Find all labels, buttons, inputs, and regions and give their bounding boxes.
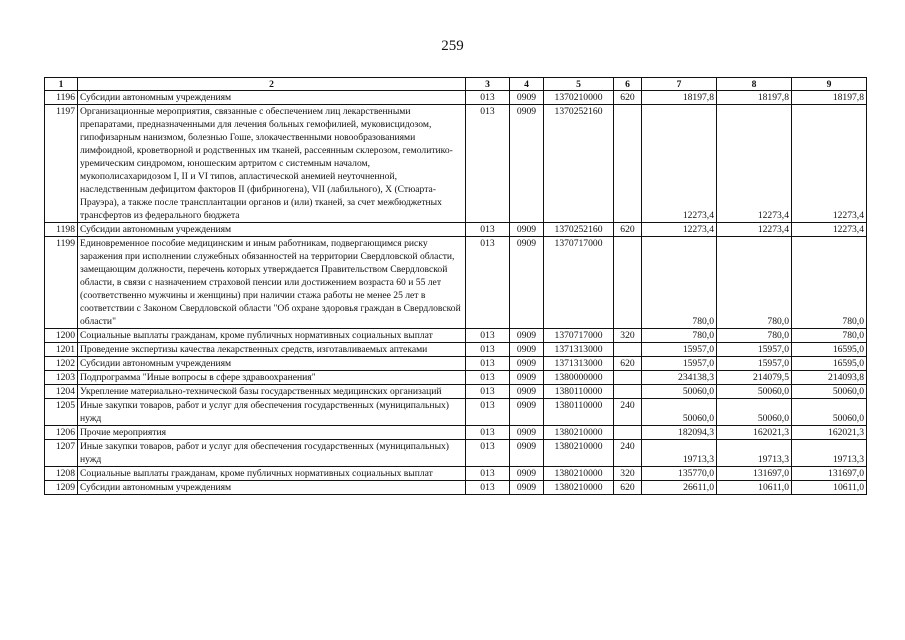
header-cell-8: 8 (717, 78, 792, 91)
amount-col-7: 12273,4 (642, 105, 717, 223)
row-name: Субсидии автономным учреждениям (78, 357, 466, 371)
row-name: Иные закупки товаров, работ и услуг для обеспечения государственных (муниципальных) нужд (78, 399, 466, 426)
target-code: 1370717000 (544, 329, 614, 343)
amount-col-8: 50060,0 (717, 399, 792, 426)
expense-type-code (614, 343, 642, 357)
row-number: 1209 (45, 481, 78, 495)
row-number: 1206 (45, 426, 78, 440)
amount-col-8: 162021,3 (717, 426, 792, 440)
target-code: 1380110000 (544, 385, 614, 399)
amount-col-7: 19713,3 (642, 440, 717, 467)
admin-code: 013 (466, 91, 510, 105)
admin-code: 013 (466, 399, 510, 426)
admin-code: 013 (466, 343, 510, 357)
table-row (45, 440, 867, 467)
amount-col-8: 50060,0 (717, 385, 792, 399)
page-number: 259 (441, 38, 464, 54)
row-number: 1202 (45, 357, 78, 371)
row-name: Проведение экспертизы качества лекарственных средств, изготавливаемых аптеками (78, 343, 466, 357)
amount-col-9: 12273,4 (792, 105, 867, 223)
admin-code: 013 (466, 357, 510, 371)
amount-col-7: 50060,0 (642, 399, 717, 426)
target-code: 1380110000 (544, 399, 614, 426)
table-row (45, 399, 867, 426)
table-row (45, 237, 867, 329)
section-code: 0909 (510, 481, 544, 495)
row-number: 1200 (45, 329, 78, 343)
row-name: Социальные выплаты гражданам, кроме публичных нормативных социальных выплат (78, 467, 466, 481)
section-code: 0909 (510, 371, 544, 385)
table-row (45, 91, 867, 105)
budget-table (44, 77, 867, 495)
header-cell-5: 5 (544, 78, 614, 91)
amount-col-7: 234138,3 (642, 371, 717, 385)
header-cell-1: 1 (45, 78, 78, 91)
amount-col-9: 131697,0 (792, 467, 867, 481)
table-row (45, 105, 867, 223)
amount-col-8: 780,0 (717, 329, 792, 343)
header-cell-7: 7 (642, 78, 717, 91)
amount-col-7: 182094,3 (642, 426, 717, 440)
amount-col-8: 10611,0 (717, 481, 792, 495)
amount-col-8: 15957,0 (717, 343, 792, 357)
amount-col-9: 18197,8 (792, 91, 867, 105)
row-number: 1197 (45, 105, 78, 223)
amount-col-9: 50060,0 (792, 399, 867, 426)
section-code: 0909 (510, 426, 544, 440)
amount-col-8: 12273,4 (717, 223, 792, 237)
row-name: Подпрограмма "Иные вопросы в сфере здравоохранения" (78, 371, 466, 385)
amount-col-7: 15957,0 (642, 343, 717, 357)
admin-code: 013 (466, 481, 510, 495)
amount-col-9: 10611,0 (792, 481, 867, 495)
amount-col-8: 18197,8 (717, 91, 792, 105)
expense-type-code (614, 426, 642, 440)
section-code: 0909 (510, 91, 544, 105)
expense-type-code (614, 371, 642, 385)
amount-col-8: 19713,3 (717, 440, 792, 467)
amount-col-8: 780,0 (717, 237, 792, 329)
table-row (45, 481, 867, 495)
section-code: 0909 (510, 343, 544, 357)
expense-type-code: 620 (614, 223, 642, 237)
target-code: 1371313000 (544, 343, 614, 357)
amount-col-7: 12273,4 (642, 223, 717, 237)
table-row (45, 343, 867, 357)
row-number: 1203 (45, 371, 78, 385)
target-code: 1371313000 (544, 357, 614, 371)
row-name: Организационные мероприятия, связанные с обеспечением лиц лекарственными препаратами, предназначенными для лечения больных гемофилией, муковисцидозом, гипофизарным нанизмом, болезнью Гоше, злокачественными новообразованиями лимфоидной, кроветворной и родственных им тканей, рассеянным склерозом, гемолитико-уремическим синдромом, юношеским артритом с системным началом, мукополисахаридозом I, II и VI типов, апластической анемией неуточненной, наследственным дефицитом факторов II (фибриногена), VII (лабильного), X (Стюарта-Прауэра), а также после трансплантации органов и (или) тканей, за счет межбюджетных трансфертов из федерального бюджета (78, 105, 466, 223)
amount-col-7: 26611,0 (642, 481, 717, 495)
expense-type-code: 240 (614, 440, 642, 467)
amount-col-8: 131697,0 (717, 467, 792, 481)
expense-type-code: 620 (614, 481, 642, 495)
section-code: 0909 (510, 385, 544, 399)
expense-type-code (614, 385, 642, 399)
section-code: 0909 (510, 399, 544, 426)
expense-type-code (614, 237, 642, 329)
amount-col-9: 19713,3 (792, 440, 867, 467)
row-name: Субсидии автономным учреждениям (78, 91, 466, 105)
row-name: Единовременное пособие медицинским и иным работникам, подвергающимся риску заражения при исполнении служебных обязанностей на территории Свердловской области, замещающим должности, перечень которых утверждается Правительством Свердловской области, в связи с назначением страховой пенсии или достижением возраста 60 и 55 лет (соответственно мужчины и женщины) при наличии стажа работы не менее 25 лет в соответствии с Законом Свердловской области "Об охране здоровья граждан в Свердловской области" (78, 237, 466, 329)
row-number: 1198 (45, 223, 78, 237)
header-cell-6: 6 (614, 78, 642, 91)
row-name: Социальные выплаты гражданам, кроме публичных нормативных социальных выплат (78, 329, 466, 343)
admin-code: 013 (466, 467, 510, 481)
amount-col-7: 780,0 (642, 237, 717, 329)
amount-col-9: 214093,8 (792, 371, 867, 385)
target-code: 1370210000 (544, 91, 614, 105)
row-name: Укрепление материально-технической базы государственных медицинских организаций (78, 385, 466, 399)
target-code: 1380210000 (544, 481, 614, 495)
expense-type-code: 240 (614, 399, 642, 426)
table-row (45, 223, 867, 237)
admin-code: 013 (466, 426, 510, 440)
target-code: 1380210000 (544, 467, 614, 481)
section-code: 0909 (510, 329, 544, 343)
row-number: 1205 (45, 399, 78, 426)
header-cell-3: 3 (466, 78, 510, 91)
target-code: 1380210000 (544, 440, 614, 467)
header-cell-4: 4 (510, 78, 544, 91)
expense-type-code (614, 105, 642, 223)
amount-col-9: 12273,4 (792, 223, 867, 237)
table-row (45, 426, 867, 440)
amount-col-9: 780,0 (792, 237, 867, 329)
amount-col-7: 135770,0 (642, 467, 717, 481)
row-number: 1199 (45, 237, 78, 329)
target-code: 1370717000 (544, 237, 614, 329)
amount-col-8: 12273,4 (717, 105, 792, 223)
amount-col-7: 50060,0 (642, 385, 717, 399)
expense-type-code: 320 (614, 467, 642, 481)
admin-code: 013 (466, 105, 510, 223)
expense-type-code: 620 (614, 357, 642, 371)
expense-type-code: 620 (614, 91, 642, 105)
amount-col-8: 214079,5 (717, 371, 792, 385)
target-code: 1380000000 (544, 371, 614, 385)
table-row (45, 329, 867, 343)
target-code: 1370252160 (544, 105, 614, 223)
table-row (45, 371, 867, 385)
target-code: 1380210000 (544, 426, 614, 440)
amount-col-7: 15957,0 (642, 357, 717, 371)
admin-code: 013 (466, 329, 510, 343)
amount-col-9: 16595,0 (792, 343, 867, 357)
admin-code: 013 (466, 385, 510, 399)
amount-col-7: 780,0 (642, 329, 717, 343)
header-cell-9: 9 (792, 78, 867, 91)
section-code: 0909 (510, 440, 544, 467)
row-name: Прочие мероприятия (78, 426, 466, 440)
table-row (45, 357, 867, 371)
amount-col-9: 162021,3 (792, 426, 867, 440)
table-row (45, 467, 867, 481)
amount-col-9: 50060,0 (792, 385, 867, 399)
expense-type-code: 320 (614, 329, 642, 343)
row-number: 1204 (45, 385, 78, 399)
row-number: 1207 (45, 440, 78, 467)
row-number: 1201 (45, 343, 78, 357)
section-code: 0909 (510, 223, 544, 237)
table-row (45, 385, 867, 399)
amount-col-7: 18197,8 (642, 91, 717, 105)
row-name: Субсидии автономным учреждениям (78, 223, 466, 237)
admin-code: 013 (466, 371, 510, 385)
row-number: 1208 (45, 467, 78, 481)
admin-code: 013 (466, 223, 510, 237)
target-code: 1370252160 (544, 223, 614, 237)
row-name: Иные закупки товаров, работ и услуг для обеспечения государственных (муниципальных) нужд (78, 440, 466, 467)
amount-col-8: 15957,0 (717, 357, 792, 371)
section-code: 0909 (510, 467, 544, 481)
section-code: 0909 (510, 357, 544, 371)
row-number: 1196 (45, 91, 78, 105)
section-code: 0909 (510, 105, 544, 223)
row-name: Субсидии автономным учреждениям (78, 481, 466, 495)
admin-code: 013 (466, 440, 510, 467)
header-row (45, 78, 867, 91)
amount-col-9: 16595,0 (792, 357, 867, 371)
header-cell-2: 2 (78, 78, 466, 91)
amount-col-9: 780,0 (792, 329, 867, 343)
admin-code: 013 (466, 237, 510, 329)
section-code: 0909 (510, 237, 544, 329)
